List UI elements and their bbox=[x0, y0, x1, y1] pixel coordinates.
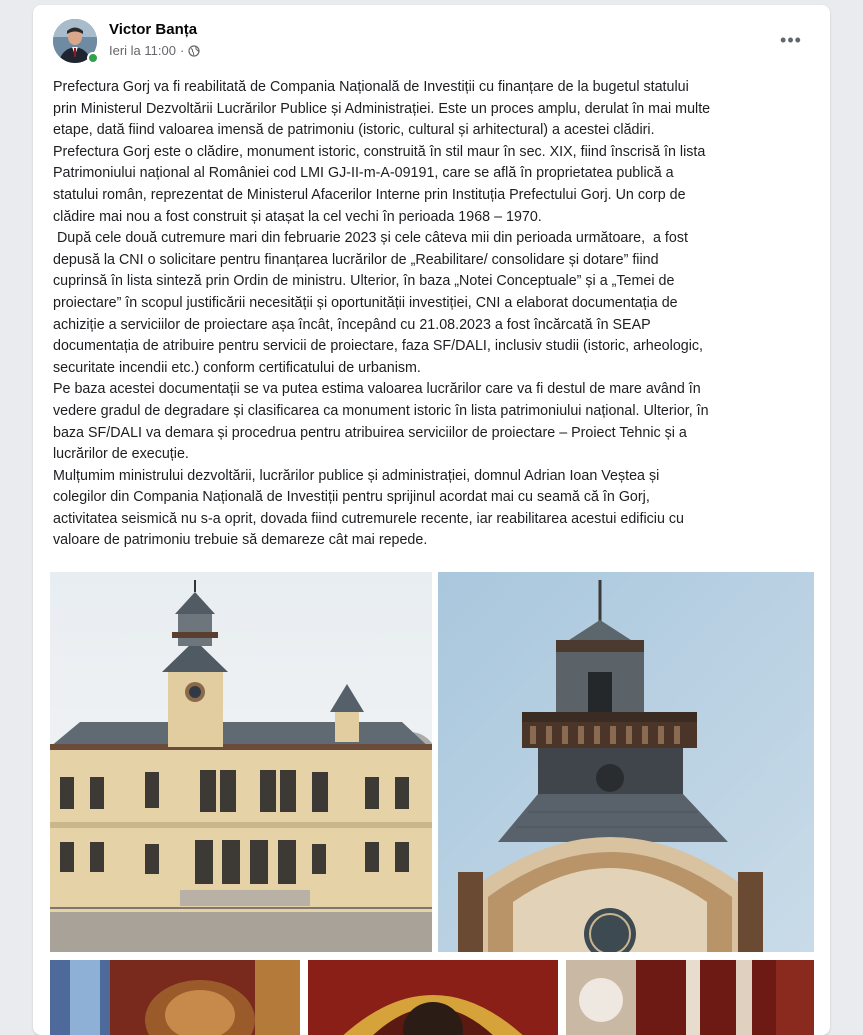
post-text-line: lucrărilor de execuție. bbox=[53, 446, 189, 463]
post-timestamp[interactable]: Ieri la 11:00 bbox=[109, 43, 176, 58]
post-meta bbox=[109, 43, 200, 58]
post-text-line: depusă la CNI o solicitare pentru finanțarea lucrărilor de „Reabilitare/ consolidare și dotare” fiind bbox=[53, 251, 659, 268]
author-name[interactable]: Victor Banța bbox=[109, 21, 198, 38]
post-text-line: colegilor din Compania Națională de Investiții pentru sprijinul acordat mai cu seamă că în Gorj, bbox=[53, 489, 650, 506]
photo-prefecture-building[interactable] bbox=[50, 572, 432, 952]
post-card bbox=[33, 5, 830, 1035]
post-text-line: Pe baza acestei documentații se va putea estima valoarea lucrărilor care va fi destul de mare având în bbox=[53, 381, 701, 398]
post-text-line: Mulțumim ministrului dezvoltării, lucrărilor publice și administrației, domnul Adrian Ioan Veștea și bbox=[53, 467, 660, 484]
post-text-line: După cele două cutremure mari din februarie 2023 și cele câteva mii din perioada următoare, a fost bbox=[53, 230, 688, 247]
post-text-line: baza SF/DALI va demara și procedrua pentru atribuirea serviciilor de proiectare – Proiect Tehnic și a bbox=[53, 424, 687, 441]
more-options-icon[interactable]: ••• bbox=[780, 30, 802, 50]
post-text-line: proiectare” în scopul justificării necesității și oportunității investiției, CNI a elaborat documentația de bbox=[53, 294, 678, 311]
online-status-dot bbox=[87, 52, 99, 64]
post-text-line: Patrimoniului național al României cod LMI GJ-II-m-A-09191, care se află în proprietatea publică a bbox=[53, 165, 674, 182]
post-text-line: cuprinsă în lista sinteză prin Ordin de ministru. Ulterior, în baza „Notei Conceptuale” și a „Temei de bbox=[53, 273, 675, 290]
post-text-line: securitate incendii etc.) conform certificatului de urbanism. bbox=[53, 359, 421, 376]
post-text-line: etape, dată fiind valoarea imensă de patrimoniu (istoric, cultural și arhitectural) a acestei clădiri. bbox=[53, 122, 655, 139]
photo-grid bbox=[48, 570, 816, 1035]
post-text-line: activitatea seismică nu s-a oprit, dovada fiind cutremurele recente, iar reabilitarea acestui edificiu cu bbox=[53, 510, 684, 527]
post-text-line: documentația de atribuire pentru servicii de proiectare, faza SF/DALI, inclusiv studii (istoric, arheologic, bbox=[53, 338, 704, 355]
post-text-line: vedere gradul de degradare și clasificarea ca monument istoric în lista patrimoniului național. Ulterior, în bbox=[53, 402, 709, 419]
post-text-line: Prefectura Gorj va fi reabilitată de Compania Națională de Investiții cu finanțare de la bugetul statului bbox=[53, 79, 689, 95]
post-header bbox=[33, 5, 830, 69]
post-body bbox=[53, 77, 823, 552]
meta-separator: · bbox=[179, 43, 185, 58]
globe-icon[interactable] bbox=[188, 45, 200, 57]
post-text-line: Prefectura Gorj este o clădire, monument istoric, construită în stil maur în sec. XIX, fiind înscrisă în lista bbox=[53, 143, 706, 160]
post-text-line: clădire mai nou a fost construit și atașat la cel vechi în perioada 1968 – 1970. bbox=[53, 208, 542, 225]
post-text-line: prin Ministerul Dezvoltării Lucrărilor Publice și Administrației. Este un proces amplu, derulat în mai multe bbox=[53, 100, 711, 117]
photo-tower-detail[interactable] bbox=[438, 572, 814, 952]
post-text-line: valoare de patrimoniu trebuie să demareze cât mai repede. bbox=[53, 532, 428, 549]
post-text-line: achiziție a serviciilor de proiectare așa încât, începând cu 21.08.2023 a fost încărcată în SEAP bbox=[53, 316, 651, 333]
post-text-line: statului român, reprezentat de Ministerul Afacerilor Interne prin Instituția Prefectului Gorj. Un corp de bbox=[53, 186, 686, 203]
